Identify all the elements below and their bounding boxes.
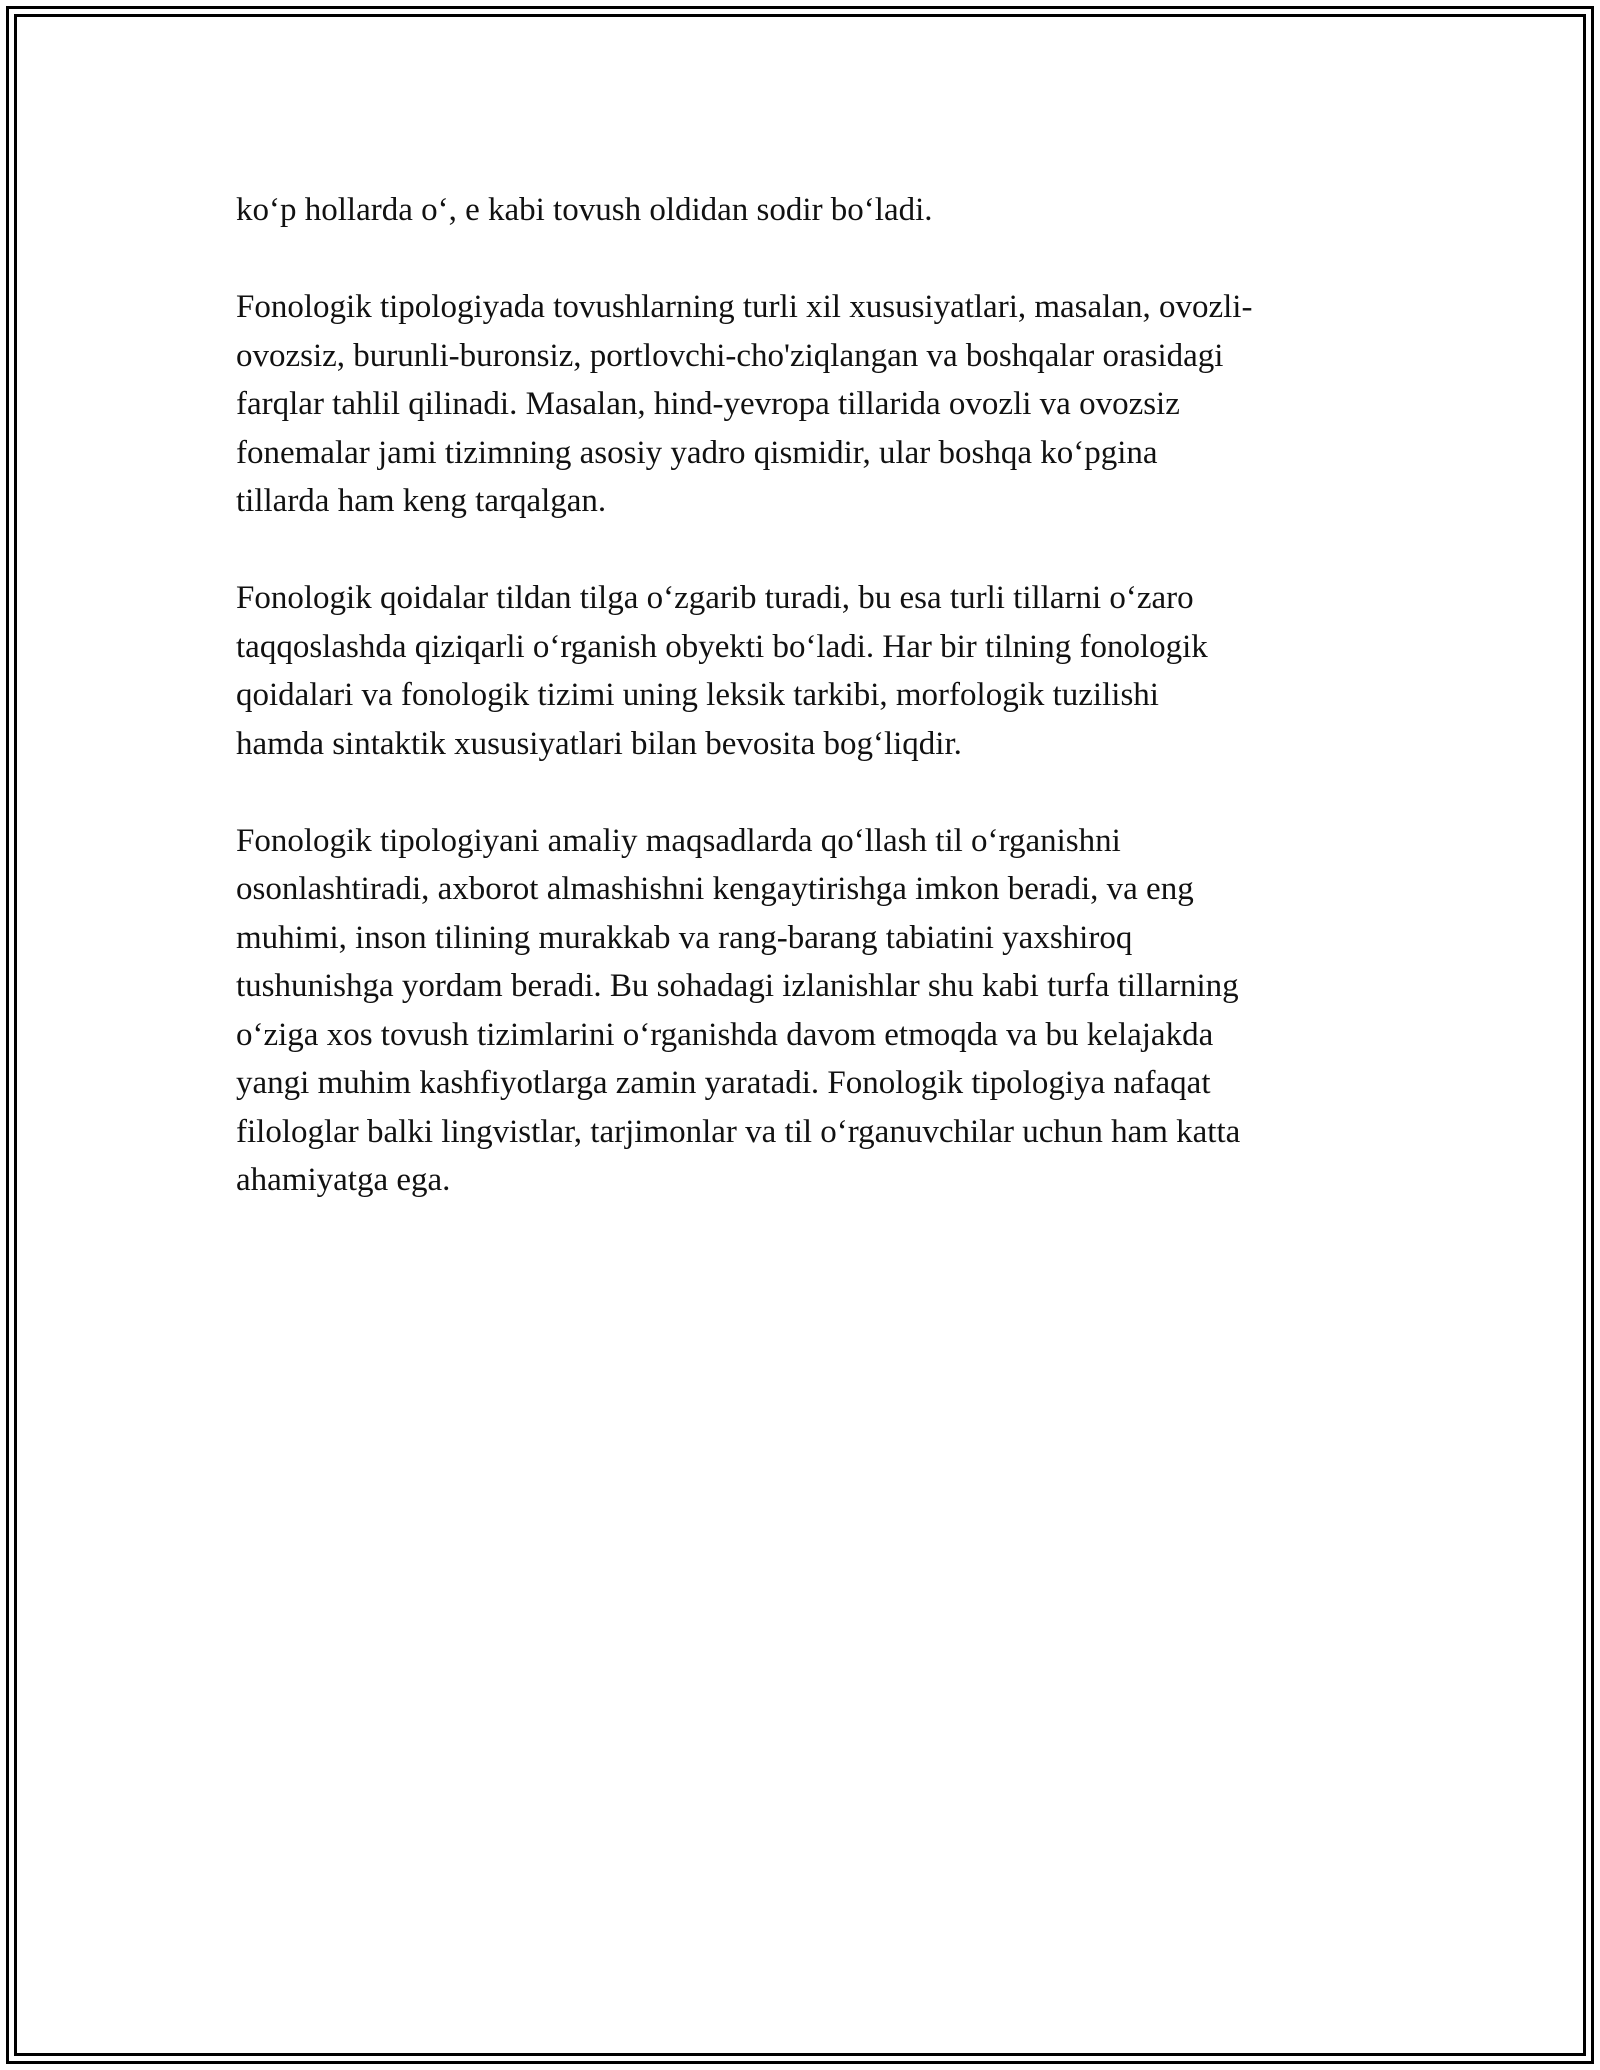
text-line: Fonologik qoidalar tildan tilga o‘zgarib turadi, bu esa turli tillarni o‘zaro bbox=[236, 580, 1194, 616]
text-line: ahamiyatga ega. bbox=[236, 1162, 451, 1198]
paragraph-1 bbox=[236, 186, 1368, 235]
text-line: yangi muhim kashfiyotlarga zamin yaratadi. Fonologik tipologiya nafaqat bbox=[236, 1065, 1211, 1101]
text-line: ko‘p hollarda o‘, e kabi tovush oldidan sodir bo‘ladi. bbox=[236, 192, 933, 228]
text-line: tushunishga yordam beradi. Bu sohadagi izlanishlar shu kabi turfa tillarning bbox=[236, 968, 1239, 1004]
text-line: filologlar balki lingvistlar, tarjimonlar va til o‘rganuvchilar uchun ham katta bbox=[236, 1113, 1241, 1150]
text-line: Fonologik tipologiyani amaliy maqsadlarda qo‘llash til o‘rganishni bbox=[236, 822, 1121, 859]
text-line: farqlar tahlil qilinadi. Masalan, hind-yevropa tillarida ovozli va ovozsiz bbox=[236, 386, 1180, 422]
paragraph-2 bbox=[236, 283, 1368, 526]
text-line: osonlashtiradi, axborot almashishni kengaytirishga imkon beradi, va eng bbox=[236, 871, 1194, 907]
text-line: muhimi, inson tilining murakkab va rang-barang tabiatini yaxshiroq bbox=[236, 919, 1133, 956]
text-line: taqqoslashda qiziqarli o‘rganish obyekti bo‘ladi. Har bir tilning fonologik bbox=[236, 628, 1208, 665]
text-line: Fonologik tipologiyada tovushlarning turli xil xususiyatlari, masalan, ovozli- bbox=[236, 289, 1253, 325]
text-line: tillarda ham keng tarqalgan. bbox=[236, 483, 607, 519]
text-line: fonemalar jami tizimning asosiy yadro qismidir, ular boshqa ko‘pgina bbox=[236, 434, 1158, 471]
paragraph-4 bbox=[236, 817, 1368, 1205]
text-line: o‘ziga xos tovush tizimlarini o‘rganishda davom etmoqda va bu kelajakda bbox=[236, 1016, 1214, 1053]
document-body bbox=[236, 186, 1368, 1253]
paragraph-3 bbox=[236, 574, 1368, 768]
text-line: qoidalari va fonologik tizimi uning leksik tarkibi, morfologik tuzilishi bbox=[236, 677, 1159, 713]
text-line: hamda sintaktik xususiyatlari bilan bevosita bog‘liqdir. bbox=[236, 725, 962, 762]
text-line: ovozsiz, burunli-buronsiz, portlovchi-cho'ziqlangan va boshqalar orasidagi bbox=[236, 337, 1224, 374]
